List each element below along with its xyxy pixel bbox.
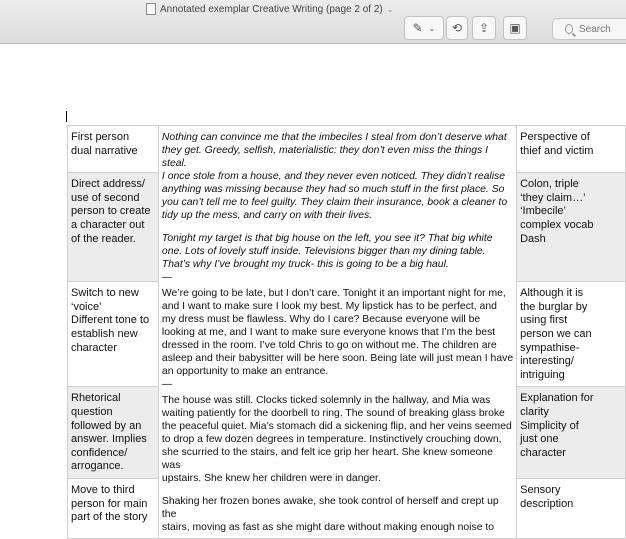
toolbar (0, 0, 626, 44)
annotation-left: Switch to new ‘voice’ Different tone to establish new character (68, 282, 159, 387)
story-paragraph: Shaking her frozen bones awake, she took control of herself and crept up the stairs, moving as fast as she might dare without making enough noise to (161, 496, 499, 533)
annotation-left: First person dual narrative (68, 126, 159, 173)
chevron-down-icon[interactable]: ⌄ (386, 4, 394, 14)
search-input[interactable] (579, 24, 626, 35)
annotation-right: Sensory description (517, 479, 626, 539)
story-paragraph: The house was still. Clocks ticked solemnly in the hallway, and Mia was waiting patiently for the doorbell to ring. The sound of breaking glass broke the peaceful quiet. Mia’s stomach did a sickening flip, and her veins seemed to drop a few dozen degrees in temperature. Instinctively crouching down, she scurried to the stairs, and felt ice grip her heart. She knew someone was upstairs. She knew her children were in danger. (161, 395, 512, 484)
annotation-right: Although it is the burglar by using first person we can sympathise- interesting/ intriguing (517, 282, 626, 387)
annotation-left: Rhetorical question followed by an answer. Implies confidence/ arrogance. (68, 387, 159, 479)
share-button[interactable] (472, 16, 496, 40)
story-paragraph: We’re going to be late, but I don’t care. Tonight it an important night for me, and I want to make sure I look my best. My lipstick has to be perfect, and my dress must be flawless. Why do I care? Because everyone will be looking at me, and I want to make sure everyone knows that I’m the best dressed in the room. I’ve told Chris to go on without me. The children are asleep and their babysitter will be here soon. Being late will just mean I have an opportunity to make an entrance. — (161, 288, 514, 390)
document-icon (146, 3, 156, 15)
annotation-left: Direct address/ use of second person to create a character out of the reader. (68, 173, 159, 282)
annotation-table (67, 125, 626, 539)
annotation-right: Colon, triple ‘they claim…’ ‘Imbecile’ complex vocab Dash (517, 173, 626, 282)
chevron-down-icon: ⌄ (428, 23, 436, 33)
story-cell (158, 126, 516, 539)
share-icon: ⇪ (478, 21, 490, 35)
search-icon (565, 24, 573, 34)
window-title (146, 3, 393, 15)
window-title-text: Annotated exemplar Creative Writing (page 2 of 2) (160, 3, 383, 15)
toolbox-icon: ▣ (509, 21, 521, 35)
pen-icon: ✎ (412, 21, 423, 35)
annotation-right: Perspective of thief and victim (517, 126, 626, 173)
rotate-icon: ⟲ (451, 21, 463, 35)
search-field[interactable] (552, 18, 626, 40)
annotation-left: Move to third person for main part of the story (68, 479, 159, 539)
rotate-button[interactable] (446, 16, 468, 40)
annotation-right: Explanation for clarity Simplicity of just one character (517, 387, 626, 479)
story-paragraph: Nothing can convince me that the imbeciles I steal from don’t deserve what they get. Greedy, selfish, materialistic: they don’t even miss the things I steal. I once stole from a house, and they never even noticed. They didn’t realise anything was missing because they had so much stuff in the first place. So you can’t tell me to feel guilty. They claim their insurance, book a cleaner to tidy up the mess, and carry on with their lives. (161, 132, 508, 221)
text-cursor (66, 111, 67, 122)
markup-button[interactable] (404, 16, 444, 40)
story-paragraph: Tonight my target is that big house on the left, you see it? That big white one. Lots of lovely stuff inside. Televisions bigger than my dining table. That’s why I’ve brought my truck- this is going to be a big haul. — (161, 233, 493, 283)
toolbox-button[interactable] (503, 16, 527, 40)
